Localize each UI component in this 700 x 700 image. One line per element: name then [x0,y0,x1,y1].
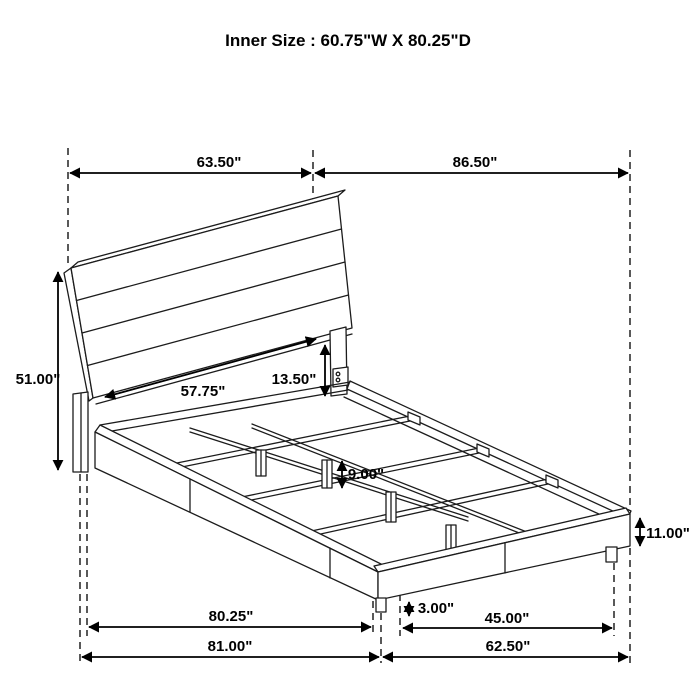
dimension-overall-depth [82,638,379,657]
bed-frame [95,381,631,612]
cross-slat [307,479,548,532]
dimension-label: 9.00" [347,466,385,483]
dimension-label: 11.00" [646,525,690,542]
dimension-headboard-height [16,272,61,470]
dimension-headboard-span [70,154,311,173]
dimension-label: 63.50" [196,154,242,171]
dimension-label: 57.75" [180,383,226,400]
dimension-inner-platform-depth [89,608,371,627]
dimension-label: 80.25" [208,608,254,625]
dimension-foot-leg-height [409,600,454,617]
dimension-label: 86.50" [452,154,498,171]
bed-drawing [64,190,631,612]
dimension-overall-width [383,638,628,657]
dimension-label: 45.00" [484,610,530,627]
dimension-label: 81.00" [207,638,253,655]
dimension-label: 13.50" [271,371,317,388]
cross-slat [307,484,548,537]
dimension-headboard-post-exposed [272,345,325,396]
foot-leg-right [606,547,617,562]
cross-slat [167,416,410,465]
dimension-label: 51.00" [15,371,61,388]
head-cross-member [112,390,348,431]
foot-leg-left [376,598,386,612]
dimension-side-rail-height [640,518,690,546]
dimension-label: 3.00" [417,600,455,617]
dimension-label: 62.50" [485,638,531,655]
dimension-frame-span [315,154,628,173]
diagram-title: Inner Size : 60.75"W X 80.25"D [225,31,471,50]
cross-slat [167,421,410,470]
